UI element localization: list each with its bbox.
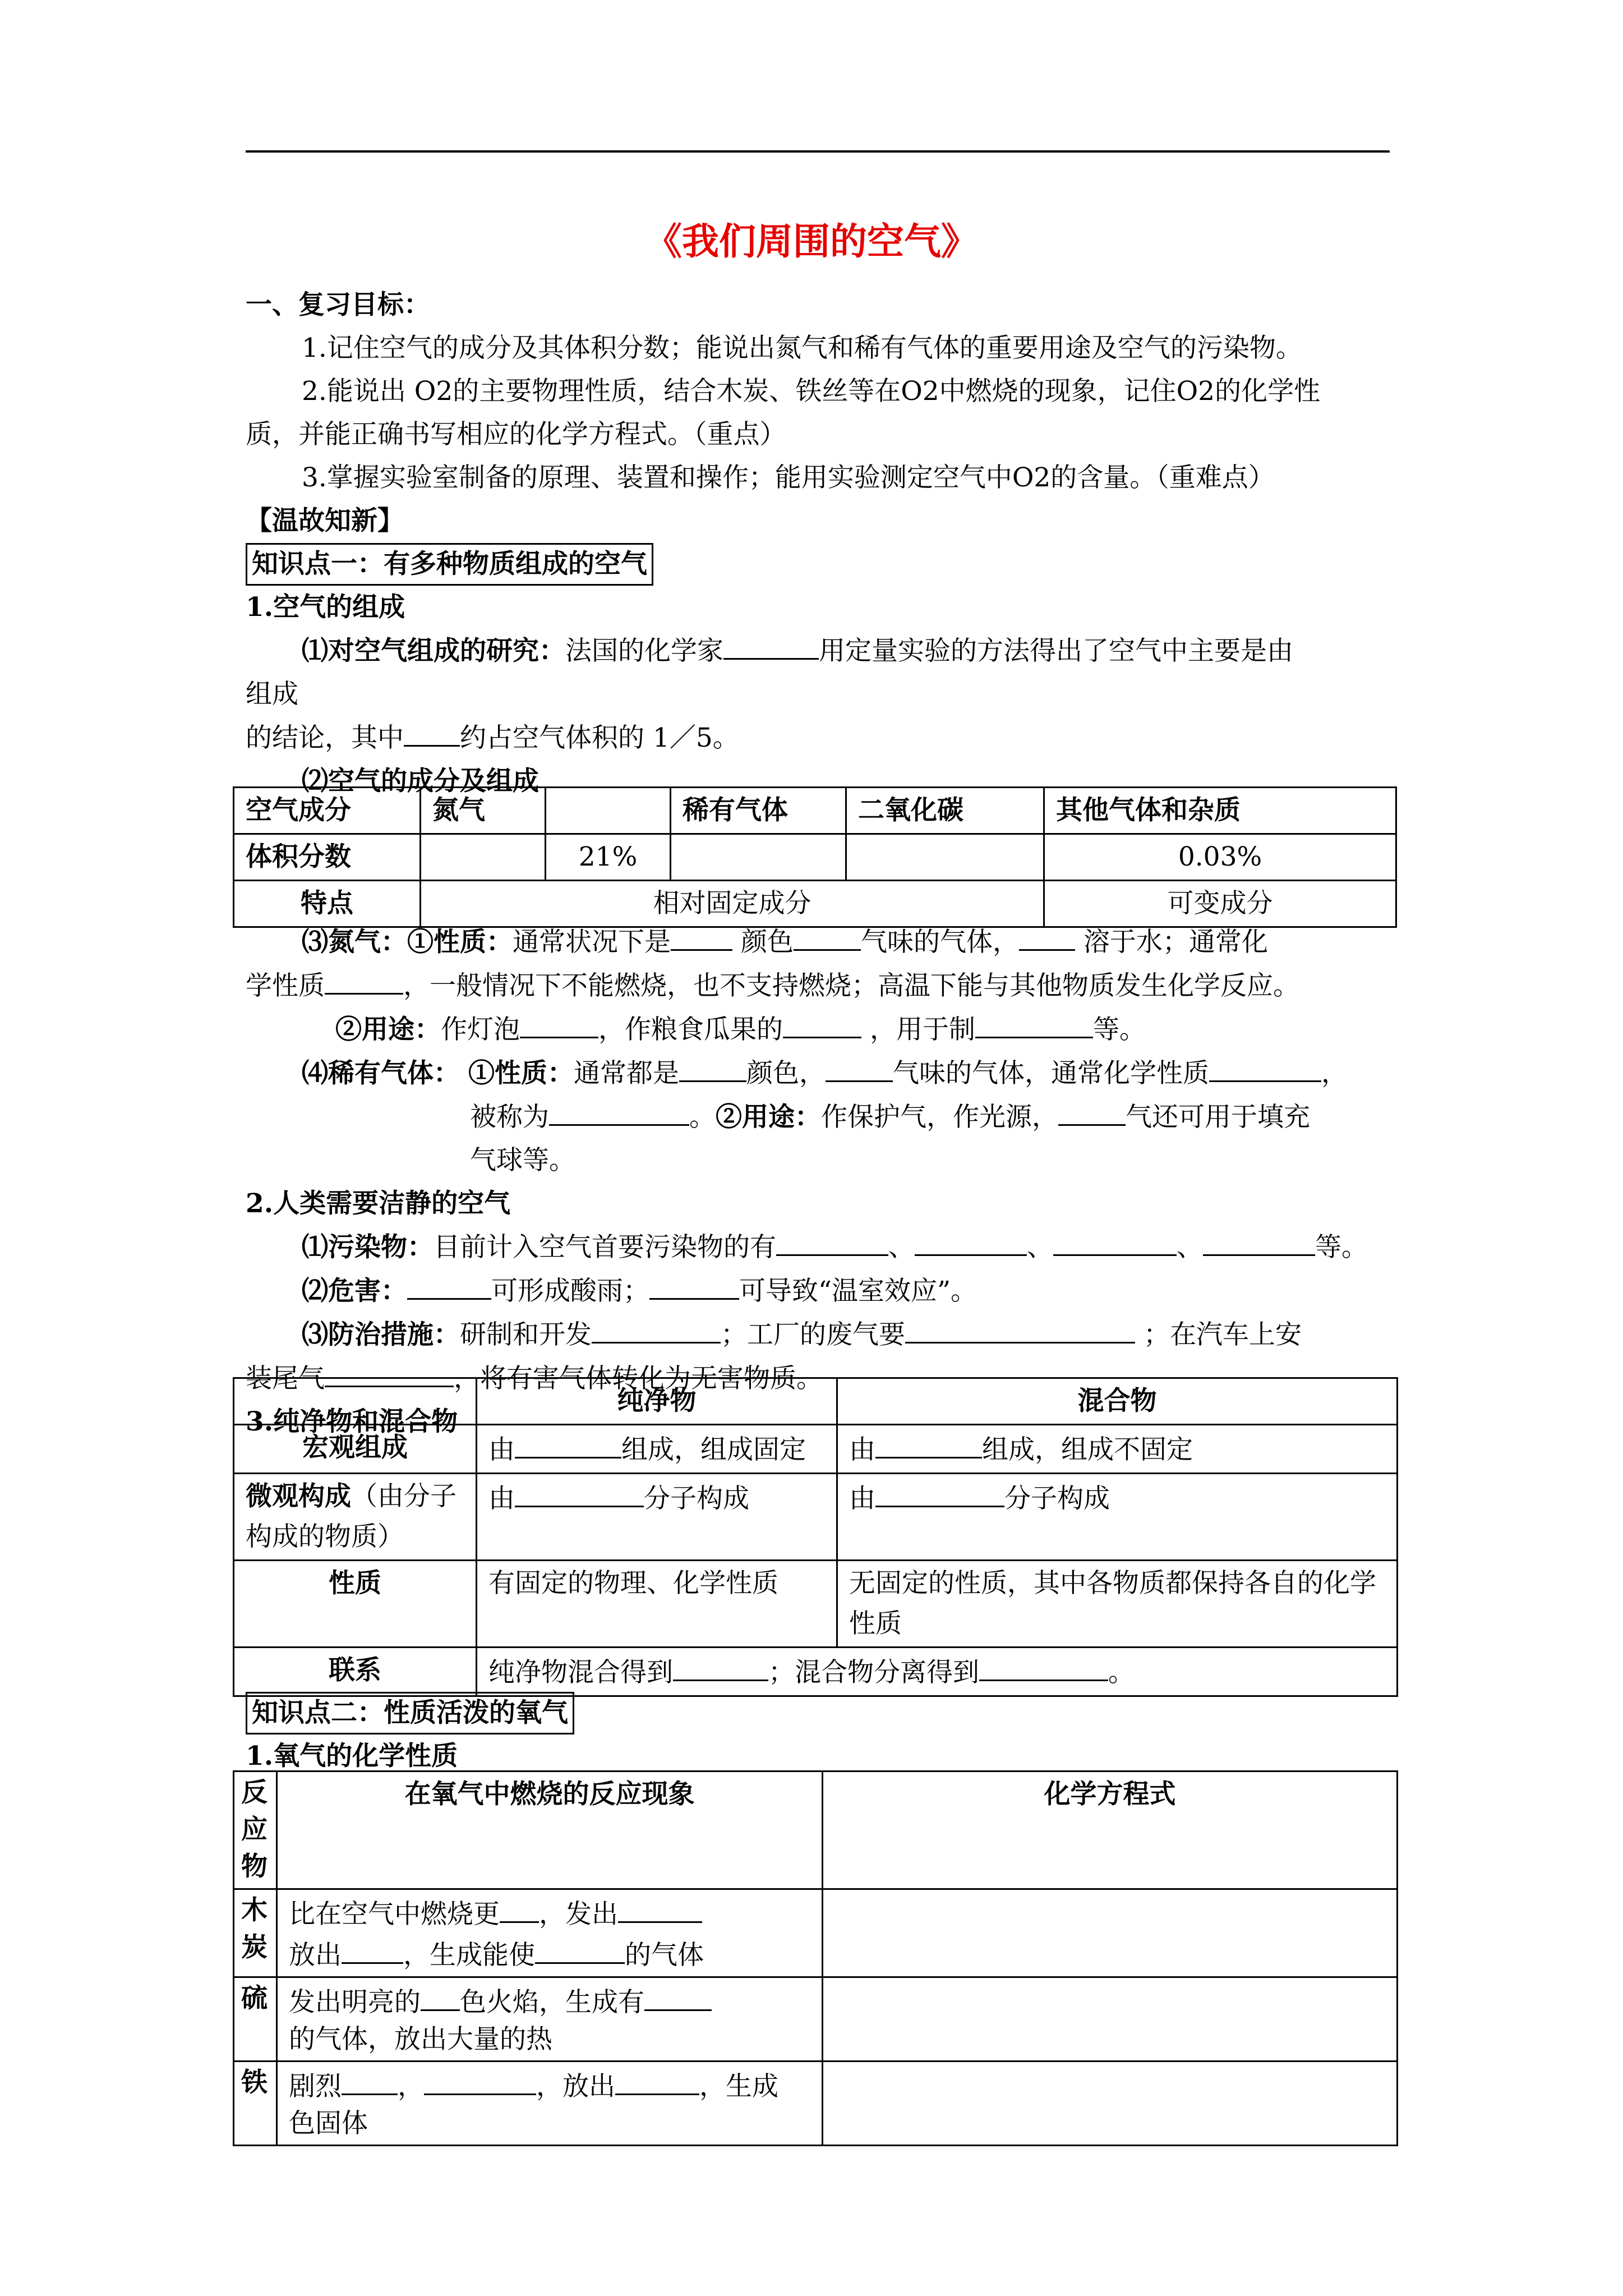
- answer-blank[interactable]: [404, 716, 460, 747]
- table-cell: [837, 1425, 1398, 1474]
- answer-blank[interactable]: [615, 2064, 699, 2095]
- answer-blank[interactable]: [424, 2064, 536, 2095]
- table-cell: 其他气体和杂质: [1044, 788, 1396, 834]
- use-label: ②用途：: [716, 1102, 821, 1133]
- answer-blank[interactable]: [515, 1476, 644, 1507]
- text: 学性质: [246, 970, 325, 1001]
- table-cell: 空气成分: [234, 788, 421, 834]
- research-text: 用定量实验的方法得出了空气中主要是由: [819, 636, 1293, 666]
- answer-blank[interactable]: [794, 920, 861, 951]
- answer-blank[interactable]: [515, 1428, 621, 1458]
- table-cell: 反应物: [234, 1772, 277, 1889]
- objective-item: 3.掌握实验室制备的原理、装置和操作；能用实验测定空气中O2的含量。（重难点）: [302, 462, 1275, 493]
- answer-blank[interactable]: [1209, 1051, 1321, 1082]
- text: ，放出: [536, 2071, 615, 2102]
- answer-blank[interactable]: [1053, 1225, 1177, 1256]
- answer-blank[interactable]: [776, 1225, 888, 1256]
- text: 的气体: [625, 1940, 704, 1971]
- objective-item: 1.记住空气的成分及其体积分数；能说出氮气和稀有气体的重要用途及空气的污染物。: [302, 333, 1302, 364]
- text: ；工厂的废气要: [721, 1319, 905, 1350]
- answer-blank[interactable]: [1019, 920, 1075, 951]
- table-cell[interactable]: [421, 834, 546, 881]
- text: ，一般情况下不能燃烧，也不支持燃烧；高温下能与其他物质发生化学反应。: [403, 970, 1299, 1001]
- gases-section: [246, 920, 1401, 1443]
- text: 纯净物混合得到: [488, 1657, 673, 1688]
- text: ；在汽车上安: [1143, 1319, 1302, 1350]
- text: 气还可用于填充: [1126, 1102, 1310, 1133]
- text: ；混合物分离得到: [768, 1657, 979, 1688]
- text: 分子构成: [644, 1483, 749, 1514]
- text: 放出: [289, 1940, 342, 1971]
- table-cell: 铁: [234, 2062, 277, 2146]
- table-cell: [837, 1474, 1398, 1561]
- text: 微观构成: [246, 1481, 351, 1512]
- table-cell: [477, 1425, 837, 1474]
- text: 气味的气体，通常化学性质: [892, 1058, 1209, 1089]
- prevention-label: ⑶防治措施：: [302, 1319, 460, 1350]
- table-cell: [477, 1474, 837, 1561]
- research-line: 组成: [246, 679, 298, 710]
- answer-blank[interactable]: [407, 1269, 491, 1300]
- text: 组成，组成固定: [621, 1434, 806, 1465]
- answer-blank[interactable]: [679, 1051, 746, 1082]
- text: 由: [849, 1434, 875, 1465]
- table-cell: 特点: [234, 881, 421, 927]
- text: 由: [488, 1434, 515, 1465]
- air-composition-table: [233, 786, 1397, 928]
- research-text: 的结论，其中: [246, 723, 404, 753]
- pure-mixture-table: [233, 1377, 1398, 1697]
- research-line: [246, 629, 1401, 673]
- answer-blank[interactable]: [723, 629, 819, 660]
- answer-blank[interactable]: [592, 1313, 721, 1343]
- table-cell: 相对固定成分: [421, 881, 1044, 927]
- answer-blank[interactable]: [826, 1051, 893, 1082]
- text: 被称为: [470, 1102, 549, 1133]
- nitrogen-use-line: [246, 1007, 1401, 1051]
- answer-blank[interactable]: [649, 1269, 739, 1300]
- knowledge-point-1-label: 知识点一：有多种物质组成的空气: [246, 543, 653, 586]
- oxygen-section: [246, 1691, 1401, 1778]
- answer-blank[interactable]: [549, 1095, 689, 1126]
- table-cell: 可变成分: [1044, 881, 1396, 927]
- table-cell: [234, 1378, 477, 1425]
- table-cell[interactable]: [846, 834, 1044, 881]
- text: 由: [849, 1483, 875, 1514]
- text: 通常状况下是: [513, 927, 671, 958]
- text: 等。: [1092, 1014, 1146, 1045]
- table-cell: [277, 1977, 823, 2062]
- table-cell: 宏观组成: [234, 1425, 477, 1474]
- text: ，用于制: [869, 1014, 975, 1045]
- table-cell: [277, 1889, 823, 1977]
- text: 溶于水；通常化: [1083, 927, 1268, 958]
- answer-blank[interactable]: [1058, 1095, 1126, 1126]
- table-cell: [477, 1648, 1398, 1696]
- table-cell: 性质: [234, 1561, 477, 1648]
- table-cell: 在氧气中燃烧的反应现象: [277, 1772, 823, 1889]
- table-cell: 纯净物: [477, 1378, 837, 1425]
- objectives-heading: 一、复习目标：: [246, 289, 430, 320]
- text: 剧烈: [289, 2071, 342, 2102]
- table-cell: [277, 2062, 823, 2146]
- text: 、: [1177, 1232, 1203, 1263]
- text: 目前计入空气首要污染物的有: [434, 1232, 776, 1263]
- table-cell[interactable]: [823, 2062, 1398, 2146]
- table-cell: 稀有气体: [671, 788, 846, 834]
- composition-label: ⑵空气的成分及组成: [302, 766, 539, 797]
- rare-gas-line: 气球等。: [470, 1145, 575, 1176]
- table-cell: 联系: [234, 1648, 477, 1696]
- text: 的气体，放出大量的热: [289, 2024, 552, 2055]
- table-cell: 二氧化碳: [846, 788, 1044, 834]
- text: 研制和开发: [460, 1319, 592, 1350]
- text: ，生成能使: [403, 1940, 535, 1971]
- nitrogen-line: [246, 964, 1401, 1007]
- subheading-pure-mixture: 3.纯净物和混合物: [246, 1406, 458, 1437]
- use-label: ②用途：: [335, 1014, 441, 1045]
- table-cell: 硫: [234, 1977, 277, 2062]
- text: 色固体: [289, 2108, 368, 2139]
- table-cell[interactable]: [671, 834, 846, 881]
- text: ，作粮食瓜果的: [598, 1014, 783, 1045]
- answer-blank[interactable]: [915, 1225, 1027, 1256]
- research-text: 约占空气体积的 1／5。: [460, 723, 739, 753]
- table-cell[interactable]: [823, 1977, 1398, 2062]
- property-label: ①性质：: [407, 927, 513, 958]
- table-cell: 混合物: [837, 1378, 1398, 1425]
- rare-gas-label: ⑷稀有气体：: [302, 1058, 460, 1089]
- table-cell: 有固定的物理、化学性质: [477, 1561, 837, 1648]
- page-title: 《我们周围的空气》: [645, 219, 978, 263]
- text: ，生成: [699, 2071, 778, 2102]
- review-heading: 【温故知新】: [246, 505, 404, 536]
- property-label: ①性质：: [468, 1058, 574, 1089]
- answer-blank[interactable]: [671, 920, 732, 951]
- nitrogen-line: [246, 920, 1401, 964]
- knowledge-point-2-label: 知识点二：性质活泼的氧气: [246, 1692, 574, 1734]
- objective-item: 2.能说出 O2的主要物理性质，结合木炭、铁丝等在O2中燃烧的现象，记住O2的化学性: [302, 376, 1321, 407]
- answer-blank[interactable]: [535, 1933, 625, 1964]
- answer-blank[interactable]: [325, 964, 403, 995]
- objective-item: 质，并能正确书写相应的化学方程式。（重点）: [246, 419, 786, 450]
- research-label: ⑴对空气组成的研究：: [302, 636, 565, 666]
- text: 分子构成: [1004, 1483, 1110, 1514]
- answer-blank[interactable]: [1203, 1225, 1315, 1256]
- subheading-clean-air: 2.人类需要洁静的空气: [246, 1188, 511, 1219]
- text: 颜色，: [746, 1058, 826, 1089]
- table-cell: 化学方程式: [823, 1772, 1398, 1889]
- text: 通常都是: [573, 1058, 679, 1089]
- text: 可导致“温室效应”。: [739, 1276, 978, 1306]
- research-text: 法国的化学家: [565, 636, 723, 666]
- answer-blank[interactable]: [875, 1428, 982, 1458]
- text: 等。: [1315, 1232, 1368, 1263]
- answer-blank[interactable]: [783, 1007, 861, 1038]
- header-rule: [246, 150, 1390, 153]
- pollutant-label: ⑴污染物：: [302, 1232, 434, 1263]
- table-cell: 木炭: [234, 1889, 277, 1977]
- subheading-oxygen-properties: 1.氧气的化学性质: [246, 1741, 458, 1772]
- answer-blank[interactable]: [342, 1933, 403, 1964]
- table-cell: 0.03%: [1044, 834, 1396, 881]
- text: 颜色: [740, 927, 794, 958]
- text: 组成，组成不固定: [982, 1434, 1193, 1465]
- text: ，: [398, 2071, 424, 2102]
- text: 、: [1027, 1232, 1053, 1263]
- table-cell: 氮气: [421, 788, 546, 834]
- table-cell: 体积分数: [234, 834, 421, 881]
- text: 发出明亮的: [289, 1987, 421, 2018]
- text: ，将有害气体转化为无害物质。: [454, 1363, 823, 1394]
- pollutant-line: [246, 1225, 1401, 1269]
- harm-line: [246, 1269, 1401, 1313]
- text: 气味的气体，: [860, 927, 1019, 958]
- harm-label: ⑵危害：: [302, 1276, 407, 1306]
- text: 由: [488, 1483, 515, 1514]
- table-cell: 21%: [546, 834, 671, 881]
- answer-blank[interactable]: [673, 1650, 768, 1681]
- answer-blank[interactable]: [500, 1892, 539, 1923]
- text: 可形成酸雨；: [491, 1276, 649, 1306]
- oxygen-reaction-table: [233, 1770, 1398, 2146]
- text: 。: [689, 1102, 716, 1133]
- rare-gas-line: [246, 1051, 1401, 1095]
- answer-blank[interactable]: [905, 1313, 1135, 1343]
- nitrogen-label: ⑶氮气：: [302, 927, 407, 958]
- answer-blank[interactable]: [644, 1980, 712, 2011]
- text: 色火焰，生成有: [460, 1987, 644, 2018]
- prevention-line: [246, 1313, 1401, 1356]
- text: ，: [1321, 1058, 1348, 1089]
- table-cell: 无固定的性质，其中各物质都保持各自的化学性质: [837, 1561, 1398, 1648]
- rare-gas-line: [246, 1095, 1401, 1139]
- text: 装尾气: [246, 1363, 325, 1394]
- answer-blank[interactable]: [342, 2064, 398, 2095]
- text: 作保护气，作光源，: [821, 1102, 1058, 1133]
- table-cell[interactable]: [546, 788, 671, 834]
- table-cell: [234, 1474, 477, 1561]
- text: 作灯泡: [441, 1014, 520, 1045]
- text: 。: [1108, 1657, 1135, 1688]
- answer-blank[interactable]: [618, 1892, 702, 1923]
- text: 、: [888, 1232, 915, 1263]
- answer-blank[interactable]: [979, 1650, 1108, 1681]
- answer-blank[interactable]: [875, 1476, 1004, 1507]
- research-line: [246, 716, 1401, 760]
- objectives-section: [246, 283, 1401, 803]
- text: ，发出: [539, 1899, 618, 1930]
- answer-blank[interactable]: [421, 1980, 460, 2011]
- answer-blank[interactable]: [520, 1007, 598, 1038]
- answer-blank[interactable]: [975, 1007, 1093, 1038]
- text: （由分子构成的物质）: [246, 1481, 457, 1552]
- subheading-air-composition: 1.空气的组成: [246, 592, 405, 623]
- table-cell[interactable]: [823, 1889, 1398, 1977]
- text: 比在空气中燃烧更: [289, 1899, 500, 1930]
